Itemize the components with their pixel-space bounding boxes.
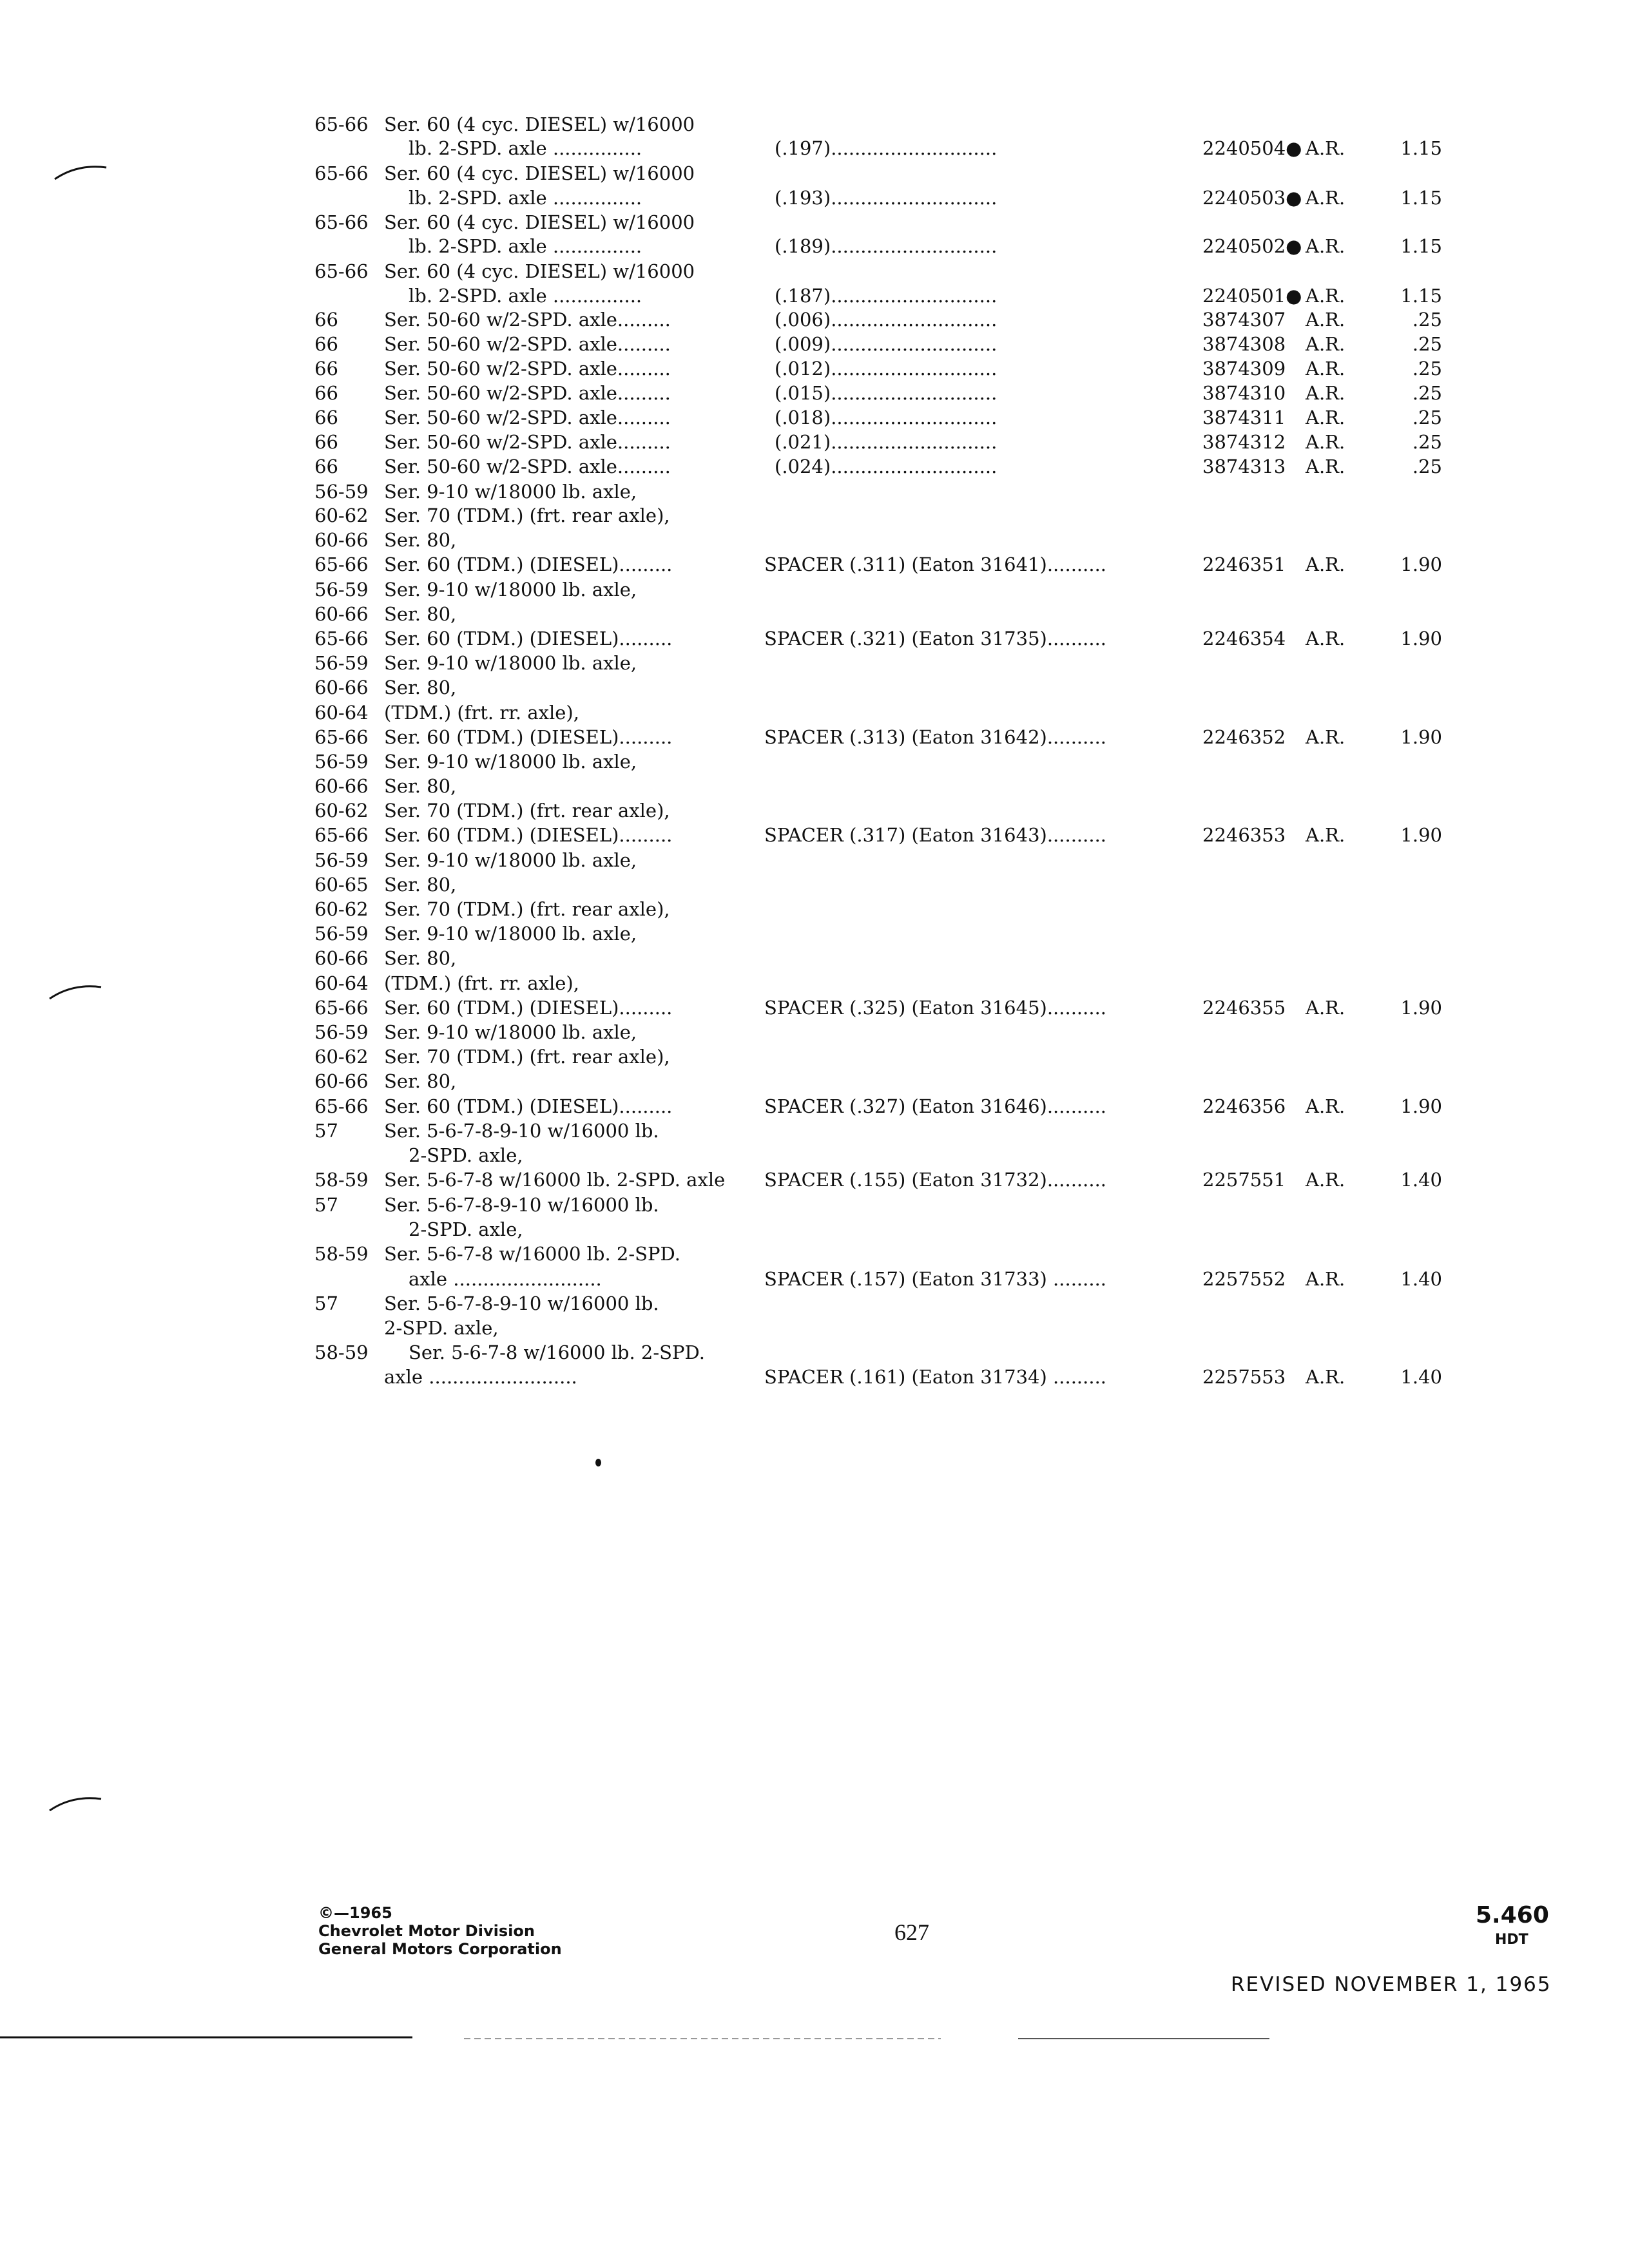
description-cell: Ser. 70 (TDM.) (frt. rear axle),	[384, 1046, 670, 1068]
part-number-cell: 2246352	[1202, 726, 1286, 748]
description-cell: Ser. 50-60 w/2-SPD. axle.........	[384, 333, 671, 355]
part-number-cell: 3874312	[1202, 431, 1286, 453]
description-cell: Ser. 60 (4 cyc. DIESEL) w/16000	[384, 211, 695, 233]
price-value: .25	[1412, 309, 1442, 331]
section-number: 5.460	[1476, 1902, 1549, 1928]
description-cell: Ser. 5-6-7-8-9-10 w/16000 lb.	[384, 1293, 659, 1314]
description-cell: Ser. 9-10 w/18000 lb. axle,	[384, 751, 637, 773]
description-cell: 2-SPD. axle,	[409, 1218, 523, 1240]
part-name-cell: (.015)............................	[775, 382, 998, 404]
stray-dot	[595, 1459, 601, 1466]
part-name-cell: (.193)............................	[775, 187, 998, 209]
part-number-cell: 2240504●	[1202, 137, 1302, 159]
price-value: 1.90	[1400, 997, 1442, 1019]
year-cell: 56-59	[314, 923, 369, 945]
description-cell: lb. 2-SPD. axle ...............	[409, 235, 642, 257]
part-name-cell: (.197)............................	[775, 137, 998, 159]
description-cell: Ser. 9-10 w/18000 lb. axle,	[384, 1021, 637, 1043]
year-cell: 65-66	[314, 824, 369, 846]
corporation-name: General Motors Corporation	[318, 1940, 562, 1958]
part-name-cell: SPACER (.313) (Eaton 31642)..........	[764, 726, 1107, 748]
year-cell: 65-66	[314, 726, 369, 748]
year-cell: 65-66	[314, 211, 369, 233]
year-cell: 60-64	[314, 972, 369, 994]
description-cell: Ser. 60 (TDM.) (DIESEL).........	[384, 553, 673, 575]
description-cell: Ser. 9-10 w/18000 lb. axle,	[384, 481, 637, 503]
description-cell: Ser. 60 (TDM.) (DIESEL).........	[384, 824, 673, 846]
description-cell: Ser. 9-10 w/18000 lb. axle,	[384, 923, 637, 945]
part-number-cell: 3874309	[1202, 358, 1286, 380]
description-cell: lb. 2-SPD. axle ...............	[409, 187, 642, 209]
part-number-cell: 2246356	[1202, 1095, 1286, 1117]
year-cell: 60-62	[314, 800, 369, 822]
price-value: 1.40	[1400, 1169, 1442, 1191]
description-cell: Ser. 9-10 w/18000 lb. axle,	[384, 579, 637, 601]
description-cell: Ser. 60 (4 cyc. DIESEL) w/16000	[384, 260, 695, 282]
quantity-cell: A.R.	[1306, 431, 1345, 453]
description-cell: Ser. 50-60 w/2-SPD. axle.........	[384, 431, 671, 453]
part-name-cell: SPACER (.161) (Eaton 31734) .........	[764, 1366, 1107, 1388]
year-cell: 65-66	[314, 553, 369, 575]
price-value: .25	[1412, 358, 1442, 380]
description-cell: Ser. 80,	[384, 874, 457, 896]
part-name-cell: SPACER (.157) (Eaton 31733) .........	[764, 1268, 1107, 1290]
part-number-cell: 2257552	[1202, 1268, 1286, 1290]
description-cell: Ser. 80,	[384, 677, 457, 698]
part-name-cell: (.009)............................	[775, 333, 998, 355]
quantity-cell: A.R.	[1306, 333, 1345, 355]
description-cell: Ser. 5-6-7-8 w/16000 lb. 2-SPD. axle	[384, 1169, 726, 1191]
description-cell: Ser. 5-6-7-8-9-10 w/16000 lb.	[384, 1194, 659, 1216]
quantity-cell: A.R.	[1306, 628, 1345, 649]
price-value: 1.90	[1400, 628, 1442, 649]
year-cell: 56-59	[314, 849, 369, 871]
part-number-cell: 3874311	[1202, 407, 1286, 428]
description-cell: Ser. 50-60 w/2-SPD. axle.........	[384, 358, 671, 380]
year-cell: 65-66	[314, 628, 369, 649]
year-cell: 58-59	[314, 1341, 369, 1363]
quantity-cell: A.R.	[1306, 358, 1345, 380]
quantity-cell: A.R.	[1306, 1366, 1345, 1388]
part-number-cell: 2246355	[1202, 997, 1286, 1019]
year-cell: 66	[314, 407, 338, 428]
year-cell: 56-59	[314, 652, 369, 674]
part-number-cell: 2240501●	[1202, 285, 1302, 307]
price-value: .25	[1412, 456, 1442, 477]
quantity-cell: A.R.	[1306, 309, 1345, 331]
year-cell: 57	[314, 1120, 338, 1142]
year-cell: 57	[314, 1194, 338, 1216]
description-cell: Ser. 50-60 w/2-SPD. axle.........	[384, 309, 671, 331]
price-value: 1.15	[1400, 137, 1442, 159]
description-cell: Ser. 60 (TDM.) (DIESEL).........	[384, 997, 673, 1019]
description-cell: Ser. 60 (TDM.) (DIESEL).........	[384, 1095, 673, 1117]
year-cell: 60-65	[314, 874, 369, 896]
description-cell: lb. 2-SPD. axle ...............	[409, 137, 642, 159]
part-number-cell: 3874308	[1202, 333, 1286, 355]
quantity-cell: A.R.	[1306, 285, 1345, 307]
description-cell: Ser. 80,	[384, 529, 457, 551]
quantity-cell: A.R.	[1306, 1169, 1345, 1191]
description-cell: 2-SPD. axle,	[409, 1144, 523, 1166]
year-cell: 60-64	[314, 702, 369, 724]
part-name-cell: (.006)............................	[775, 309, 998, 331]
part-name-cell: SPACER (.327) (Eaton 31646)..........	[764, 1095, 1107, 1117]
description-cell: axle .........................	[409, 1268, 602, 1290]
description-cell: Ser. 9-10 w/18000 lb. axle,	[384, 652, 637, 674]
description-cell: Ser. 5-6-7-8-9-10 w/16000 lb.	[384, 1120, 659, 1142]
description-cell: Ser. 70 (TDM.) (frt. rear axle),	[384, 505, 670, 526]
price-value: 1.15	[1400, 285, 1442, 307]
description-cell: Ser. 60 (TDM.) (DIESEL).........	[384, 726, 673, 748]
part-number-cell: 2246354	[1202, 628, 1286, 649]
description-cell: Ser. 50-60 w/2-SPD. axle.........	[384, 456, 671, 477]
part-name-cell: (.021)............................	[775, 431, 998, 453]
quantity-cell: A.R.	[1306, 456, 1345, 477]
part-number-cell: 2257553	[1202, 1366, 1286, 1388]
year-cell: 66	[314, 456, 338, 477]
part-name-cell: SPACER (.155) (Eaton 31732)..........	[764, 1169, 1107, 1191]
description-cell: 2-SPD. axle,	[384, 1317, 499, 1339]
price-value: 1.15	[1400, 235, 1442, 257]
description-cell: (TDM.) (frt. rr. axle),	[384, 972, 579, 994]
year-cell: 60-66	[314, 677, 369, 698]
part-name-cell: (.024)............................	[775, 456, 998, 477]
year-cell: 66	[314, 333, 338, 355]
year-cell: 57	[314, 1293, 338, 1314]
year-cell: 66	[314, 358, 338, 380]
price-value: 1.15	[1400, 187, 1442, 209]
description-cell: (TDM.) (frt. rr. axle),	[384, 702, 579, 724]
part-number-cell: 3874307	[1202, 309, 1286, 331]
description-cell: axle .........................	[384, 1366, 577, 1388]
year-cell: 66	[314, 382, 338, 404]
part-name-cell: SPACER (.311) (Eaton 31641)..........	[764, 553, 1107, 575]
part-number-cell: 2257551	[1202, 1169, 1286, 1191]
description-cell: Ser. 70 (TDM.) (frt. rear axle),	[384, 898, 670, 920]
description-cell: Ser. 50-60 w/2-SPD. axle.........	[384, 382, 671, 404]
section-sub: HDT	[1495, 1932, 1528, 1948]
revised-date: REVISED NOVEMBER 1, 1965	[1231, 1973, 1552, 1996]
year-cell: 56-59	[314, 1021, 369, 1043]
page-edge-line	[0, 2030, 1629, 2049]
quantity-cell: A.R.	[1306, 187, 1345, 209]
quantity-cell: A.R.	[1306, 235, 1345, 257]
quantity-cell: A.R.	[1306, 1095, 1345, 1117]
price-value: .25	[1412, 407, 1442, 428]
description-cell: Ser. 60 (4 cyc. DIESEL) w/16000	[384, 162, 695, 184]
division-name: Chevrolet Motor Division	[318, 1922, 535, 1940]
price-value: .25	[1412, 333, 1442, 355]
copyright-line: ©—1965	[318, 1904, 392, 1922]
part-name-cell: SPACER (.317) (Eaton 31643)..........	[764, 824, 1107, 846]
year-cell: 65-66	[314, 162, 369, 184]
year-cell: 56-59	[314, 751, 369, 773]
year-cell: 60-66	[314, 947, 369, 969]
price-value: 1.90	[1400, 553, 1442, 575]
quantity-cell: A.R.	[1306, 824, 1345, 846]
price-value: 1.40	[1400, 1366, 1442, 1388]
description-cell: Ser. 80,	[384, 1070, 457, 1092]
binding-mark-3	[46, 1790, 104, 1816]
year-cell: 65-66	[314, 997, 369, 1019]
year-cell: 65-66	[314, 260, 369, 282]
description-cell: Ser. 5-6-7-8 w/16000 lb. 2-SPD.	[409, 1341, 705, 1363]
part-number-cell: 3874313	[1202, 456, 1286, 477]
year-cell: 60-66	[314, 1070, 369, 1092]
part-number-cell: 2240502●	[1202, 235, 1302, 257]
part-number-cell: 2246353	[1202, 824, 1286, 846]
quantity-cell: A.R.	[1306, 137, 1345, 159]
quantity-cell: A.R.	[1306, 553, 1345, 575]
year-cell: 66	[314, 431, 338, 453]
year-cell: 65-66	[314, 113, 369, 135]
description-cell: Ser. 5-6-7-8 w/16000 lb. 2-SPD.	[384, 1243, 680, 1265]
part-name-cell: (.187)............................	[775, 285, 998, 307]
year-cell: 60-62	[314, 505, 369, 526]
year-cell: 60-62	[314, 1046, 369, 1068]
price-value: 1.90	[1400, 726, 1442, 748]
part-name-cell: (.189)............................	[775, 235, 998, 257]
year-cell: 56-59	[314, 579, 369, 601]
description-cell: Ser. 70 (TDM.) (frt. rear axle),	[384, 800, 670, 822]
year-cell: 60-66	[314, 529, 369, 551]
part-number-cell: 2246351	[1202, 553, 1286, 575]
quantity-cell: A.R.	[1306, 407, 1345, 428]
year-cell: 58-59	[314, 1243, 369, 1265]
quantity-cell: A.R.	[1306, 726, 1345, 748]
part-name-cell: (.018)............................	[775, 407, 998, 428]
part-name-cell: SPACER (.325) (Eaton 31645)..........	[764, 997, 1107, 1019]
description-cell: Ser. 50-60 w/2-SPD. axle.........	[384, 407, 671, 428]
quantity-cell: A.R.	[1306, 1268, 1345, 1290]
part-name-cell: (.012)............................	[775, 358, 998, 380]
price-value: 1.40	[1400, 1268, 1442, 1290]
year-cell: 60-66	[314, 603, 369, 625]
year-cell: 65-66	[314, 1095, 369, 1117]
part-number-cell: 3874310	[1202, 382, 1286, 404]
description-cell: Ser. 80,	[384, 947, 457, 969]
price-value: .25	[1412, 431, 1442, 453]
year-cell: 60-62	[314, 898, 369, 920]
year-cell: 56-59	[314, 481, 369, 503]
quantity-cell: A.R.	[1306, 382, 1345, 404]
description-cell: Ser. 80,	[384, 775, 457, 797]
description-cell: lb. 2-SPD. axle ...............	[409, 285, 642, 307]
description-cell: Ser. 60 (TDM.) (DIESEL).........	[384, 628, 673, 649]
description-cell: Ser. 80,	[384, 603, 457, 625]
description-cell: Ser. 60 (4 cyc. DIESEL) w/16000	[384, 113, 695, 135]
page-number: 627	[894, 1919, 929, 1945]
year-cell: 66	[314, 309, 338, 331]
description-cell: Ser. 9-10 w/18000 lb. axle,	[384, 849, 637, 871]
binding-mark-2	[46, 978, 104, 1004]
part-number-cell: 2240503●	[1202, 187, 1302, 209]
quantity-cell: A.R.	[1306, 997, 1345, 1019]
price-value: .25	[1412, 382, 1442, 404]
part-name-cell: SPACER (.321) (Eaton 31735)..........	[764, 628, 1107, 649]
binding-mark-1	[52, 159, 110, 184]
year-cell: 58-59	[314, 1169, 369, 1191]
price-value: 1.90	[1400, 1095, 1442, 1117]
price-value: 1.90	[1400, 824, 1442, 846]
year-cell: 60-66	[314, 775, 369, 797]
